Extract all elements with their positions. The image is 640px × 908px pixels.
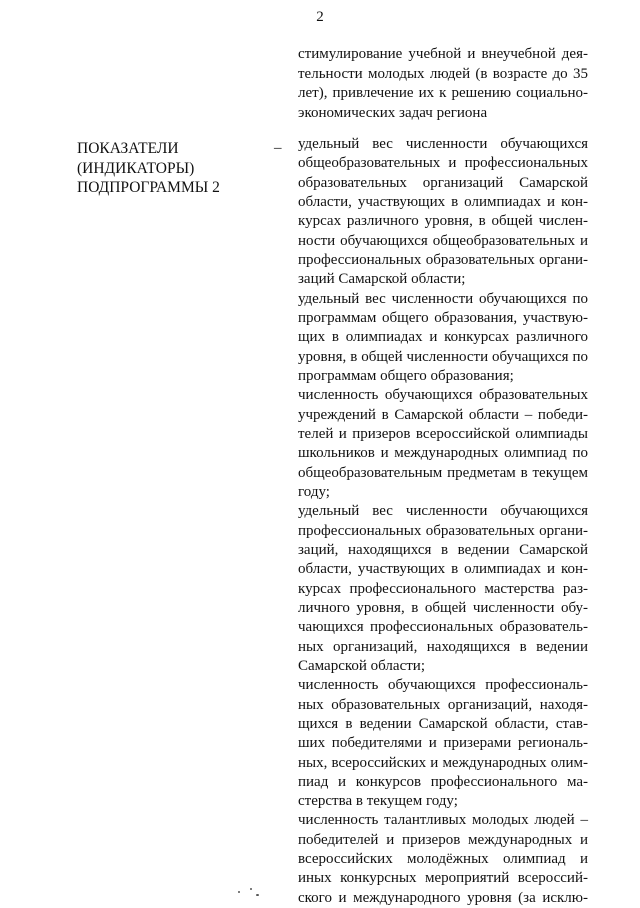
section-dash: –: [274, 140, 282, 156]
indicator-line: чающихся профессиональных образователь-: [298, 619, 588, 636]
indicator-item: [298, 135, 588, 290]
indicator-line: ных, всероссийских и международных олим-: [298, 754, 588, 771]
page-number: 2: [316, 9, 324, 25]
scan-artifact: [236, 888, 276, 898]
indicator-line: численность талантливых молодых людей –: [298, 812, 588, 829]
indicator-line: численность обучающихся профессиональ-: [298, 677, 588, 694]
section-label-line: (ИНДИКАТОРЫ): [77, 159, 195, 177]
indicator-line: уровня, в общей численности обучащихся по: [298, 348, 588, 365]
indicator-line: образовательных организаций Самарской: [298, 174, 588, 191]
indicator-line: телей и призеров всероссийской олимпиады: [298, 425, 588, 442]
indicator-line: всероссийских молодёжных олимпиад и: [298, 851, 588, 868]
indicator-line: удельный вес численности обучающихся: [298, 503, 588, 520]
indicator-line: щихся в ведении Самарской области, став-: [298, 715, 588, 732]
indicator-line: программам общего образования, участвую-: [298, 309, 588, 326]
indicator-line: стерства в текущем году;: [298, 793, 458, 810]
indicator-line: удельный вес численности обучающихся: [298, 136, 588, 152]
indicator-line: области, участвующих в олимпиадах и кон-: [298, 193, 588, 210]
text-line: лет), привлечение их к решению социально-: [298, 85, 588, 101]
indicator-line: личного уровня, в общей численности обу-: [298, 599, 588, 616]
indicator-line: удельный вес численности обучающихся по: [298, 290, 588, 307]
continued-goal-text: [298, 45, 588, 123]
indicator-line: курсах профессионального мастерства раз-: [298, 580, 588, 597]
indicator-line: профессиональных образовательных органи-: [298, 251, 588, 268]
indicator-line: курсах различного уровня, в общей числен-: [298, 213, 588, 230]
indicator-line: области, участвующих в олимпиадах и кон-: [298, 561, 588, 578]
indicator-line: иных конкурсных мероприятий всероссий-: [298, 870, 588, 887]
indicator-line: Самарской области;: [298, 657, 425, 674]
indicator-line: щих в олимпиадах и конкурсах различного: [298, 329, 588, 346]
section-label-line: ПОДПРОГРАММЫ 2: [77, 179, 220, 196]
indicator-line: году;: [298, 483, 330, 500]
indicator-line: программам общего образования;: [298, 367, 514, 384]
indicator-item: [298, 676, 588, 811]
text-line: экономических задач региона: [298, 104, 488, 121]
section-label: [77, 139, 257, 198]
indicator-item: [298, 386, 588, 502]
indicator-line: ных образовательных организаций, находя-: [298, 696, 588, 713]
indicator-item: [298, 502, 588, 676]
indicator-line: ности обучающихся общеобразовательных и: [298, 232, 588, 249]
indicator-line: заций Самарской области;: [298, 271, 466, 288]
indicator-line: общеобразовательным предметам в текущем: [298, 464, 588, 481]
indicator-line: ных организаций, находящихся в ведении: [298, 638, 588, 655]
indicator-line: ского и международного уровня (за исклю-: [298, 889, 588, 906]
indicator-item: [298, 290, 588, 387]
indicator-line: численность обучающихся образовательных: [298, 387, 588, 404]
text-line: стимулирование учебной и внеучебной дея-: [298, 46, 588, 62]
indicator-line: профессиональных образовательных органи-: [298, 522, 588, 539]
indicator-line: заций, находящихся в ведении Самарской: [298, 541, 588, 558]
indicator-line: учреждений в Самарской области – победи-: [298, 406, 588, 423]
indicator-line: пиад и конкурсов профессионального ма-: [298, 773, 588, 790]
indicator-line: победителей и призеров международных и: [298, 831, 588, 848]
section-label-line: ПОКАЗАТЕЛИ: [77, 140, 179, 157]
indicator-line: школьников и международных олимпиад по: [298, 445, 588, 462]
indicator-line: общеобразовательных и профессиональных: [298, 155, 588, 172]
indicator-line: ших победителями и призерами региональ-: [298, 735, 588, 752]
indicators-list: [298, 135, 588, 908]
indicator-item: [298, 811, 588, 908]
text-line: тельности молодых людей (в возрасте до 35: [298, 65, 588, 82]
